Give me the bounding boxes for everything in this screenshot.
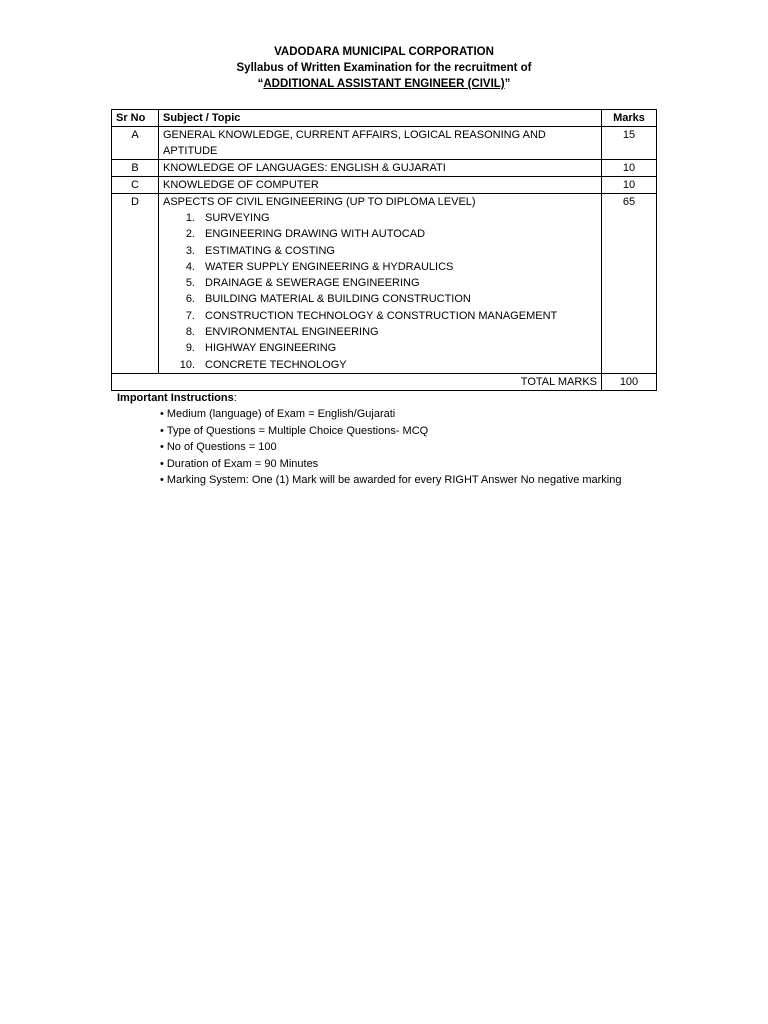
civil-topics-list (163, 210, 597, 373)
document-subtitle: Syllabus of Written Examination for the recruitment of (236, 62, 532, 74)
instruction-text: No of Questions = 100 (166, 441, 277, 453)
topic-number: 1. (185, 212, 195, 224)
list-item (163, 275, 597, 291)
topic-text: ENGINEERING DRAWING WITH AUTOCAD (205, 228, 426, 241)
list-item (163, 324, 597, 340)
subject-text: ASPECTS OF CIVIL ENGINEERING (UP TO DIPLOMA LEVEL) (163, 196, 476, 208)
topic-text: CONCRETE TECHNOLOGY (205, 358, 347, 371)
instructions-list (117, 406, 717, 489)
table-row (112, 127, 657, 160)
bullet-icon: • (160, 474, 164, 486)
topic-number: 9. (185, 342, 195, 355)
sr-no-cell: A (112, 127, 159, 160)
subject-header: Subject / Topic (159, 110, 602, 127)
bullet-icon: • (160, 424, 164, 437)
list-item (163, 226, 597, 242)
list-item (160, 439, 717, 456)
list-item (160, 456, 717, 473)
instruction-text: Medium (language) of Exam = English/Gujarati (166, 408, 396, 420)
table-row (112, 160, 657, 177)
subject-cell: GENERAL KNOWLEDGE, CURRENT AFFAIRS, LOGICAL REASONING AND APTITUDE (159, 127, 602, 160)
list-item (160, 423, 717, 440)
topic-text: CONSTRUCTION TECHNOLOGY & CONSTRUCTION MANAGEMENT (205, 309, 558, 322)
instruction-text: Marking System: One (1) Mark will be awarded for every RIGHT Answer No negative marking (166, 474, 622, 486)
sr-no-cell: B (112, 160, 159, 177)
post-name: ADDITIONAL ASSISTANT ENGINEER (CIVIL) (263, 78, 505, 90)
topic-number: 10. (179, 358, 195, 371)
topic-number: 5. (185, 277, 195, 290)
subject-cell: KNOWLEDGE OF COMPUTER (159, 177, 602, 194)
subject-cell (159, 194, 602, 374)
topic-text: DRAINAGE & SEWERAGE ENGINEERING (205, 277, 420, 290)
instruction-text: Duration of Exam = 90 Minutes (166, 457, 319, 470)
table-row (112, 194, 657, 374)
marks-cell: 10 (602, 160, 657, 177)
topic-number: 2. (185, 228, 195, 241)
total-marks-value: 100 (602, 373, 657, 390)
list-item (163, 291, 597, 307)
syllabus-table (111, 109, 657, 391)
post-close-quote: ” (504, 78, 511, 90)
bullet-icon: • (160, 408, 164, 420)
total-marks-label: TOTAL MARKS (112, 373, 602, 390)
marks-header: Marks (602, 110, 657, 127)
document-header (0, 44, 768, 92)
topic-text: HIGHWAY ENGINEERING (205, 342, 337, 355)
topic-text: WATER SUPPLY ENGINEERING & HYDRAULICS (205, 260, 454, 273)
subject-cell: KNOWLEDGE OF LANGUAGES: ENGLISH & GUJARATI (159, 160, 602, 177)
marks-cell: 10 (602, 177, 657, 194)
topic-text: BUILDING MATERIAL & BUILDING CONSTRUCTION (205, 293, 471, 306)
sr-no-cell: C (112, 177, 159, 194)
list-item (163, 308, 597, 324)
topic-number: 4. (185, 260, 195, 273)
sr-no-header: Sr No (112, 110, 159, 127)
important-instructions (117, 390, 717, 489)
marks-cell: 15 (602, 127, 657, 160)
list-item (163, 210, 597, 226)
topic-number: 8. (185, 326, 195, 339)
total-row (112, 373, 657, 390)
sr-no-cell: D (112, 194, 159, 374)
instruction-text: Type of Questions = Multiple Choice Questions- MCQ (166, 424, 429, 437)
instructions-title-colon: : (233, 392, 237, 404)
instructions-title: Important Instructions (117, 392, 234, 404)
list-item (163, 243, 597, 259)
post-title (0, 76, 768, 92)
bullet-icon: • (160, 457, 164, 470)
organization-title: VADODARA MUNICIPAL CORPORATION (274, 46, 494, 58)
topic-text: ENVIRONMENTAL ENGINEERING (205, 326, 379, 339)
list-item (160, 406, 717, 423)
table-row (112, 177, 657, 194)
list-item (163, 357, 597, 373)
list-item (160, 472, 717, 489)
topic-number: 6. (185, 293, 195, 306)
post-open-quote: “ (257, 78, 264, 90)
table-header-row (112, 110, 657, 127)
topic-text: SURVEYING (205, 212, 270, 224)
topic-text: ESTIMATING & COSTING (205, 244, 335, 257)
bullet-icon: • (160, 441, 164, 453)
list-item (163, 259, 597, 275)
topic-number: 7. (185, 309, 195, 322)
marks-cell: 65 (602, 194, 657, 374)
instructions-heading (117, 390, 717, 406)
topic-number: 3. (185, 244, 195, 257)
list-item (163, 340, 597, 356)
